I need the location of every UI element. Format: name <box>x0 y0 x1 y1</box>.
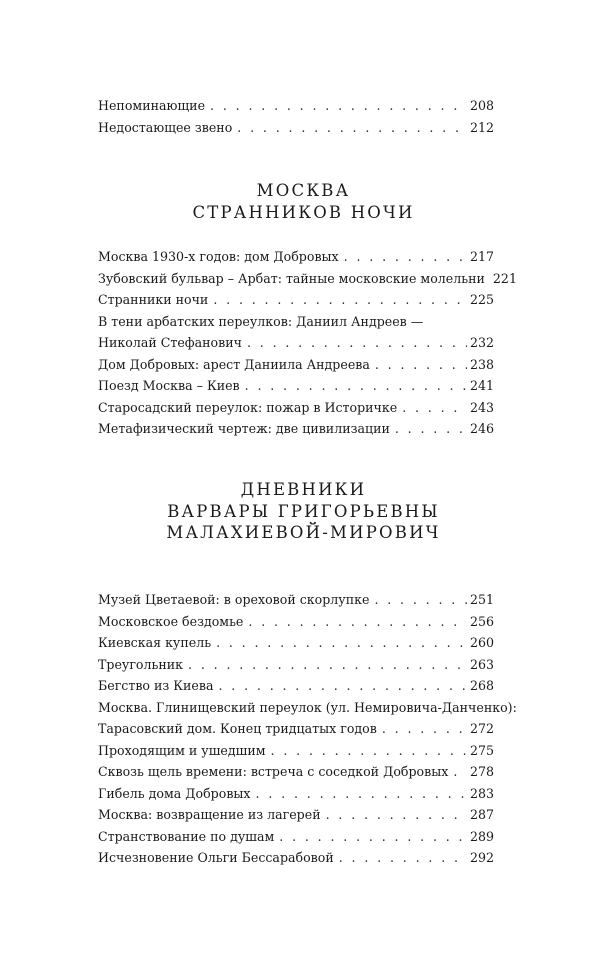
toc-entry-page: 283 <box>469 785 494 801</box>
toc-entry-page: 289 <box>469 828 494 844</box>
dot-leader <box>326 804 467 826</box>
toc-entry-title: Киевская купель <box>98 635 212 650</box>
toc-entry-title: Бегство из Киева <box>98 678 214 693</box>
dot-leader <box>237 117 467 139</box>
dot-leader <box>213 289 467 311</box>
toc-entry[interactable] <box>98 246 494 268</box>
toc-entry-title: Треугольник <box>98 656 184 672</box>
toc-entry[interactable] <box>98 718 494 740</box>
dot-leader <box>245 375 467 397</box>
toc-entry[interactable] <box>98 826 494 848</box>
toc-entry[interactable] <box>98 611 494 633</box>
section-heading-line: ВАРВАРЫ ГРИГОРЬЕВНЫ <box>167 501 440 521</box>
section-heading-line: МАЛАХИЕВОЙ-МИРОВИЧ <box>166 523 441 542</box>
toc-group-moscow <box>98 246 517 440</box>
toc-entry[interactable] <box>98 418 494 440</box>
toc-entry-title: Поезд Москва – Киев <box>98 378 240 393</box>
dot-leader <box>247 332 467 354</box>
toc-entry-title: Московское бездомье <box>98 613 244 629</box>
toc-entry-title: Зубовский бульвар – Арбат: тайные московские молельни <box>98 270 485 286</box>
dot-leader <box>210 95 467 117</box>
toc-entry[interactable] <box>98 804 494 826</box>
toc-entry-title: Тарасовский дом. Конец тридцатых годов <box>98 721 377 736</box>
toc-entry-page: 287 <box>469 807 494 822</box>
dot-leader <box>375 354 467 376</box>
section-heading-diaries <box>0 479 607 544</box>
dot-leader <box>271 740 467 762</box>
toc-entry-page: 246 <box>469 421 494 436</box>
dot-leader <box>216 632 467 654</box>
toc-entry-title: Недостающее звено <box>98 119 233 135</box>
toc-entry-page: 232 <box>469 335 494 350</box>
toc-entry[interactable] <box>98 783 494 805</box>
toc-entry-page: 221 <box>492 270 517 286</box>
toc-entry-title: Непоминающие <box>98 98 206 113</box>
toc-entry-page: 208 <box>469 98 494 113</box>
toc-entry[interactable] <box>98 632 494 654</box>
toc-entry-page: 260 <box>469 635 494 650</box>
toc-entry[interactable] <box>98 354 494 376</box>
dot-leader <box>248 611 467 633</box>
toc-entry[interactable] <box>98 589 494 611</box>
toc-entry-title: Николай Стефанович <box>98 335 242 350</box>
section-heading-line: МОСКВА <box>256 181 351 200</box>
toc-entry-title: В тени арбатских переулков: Даниил Андреев — <box>98 313 424 329</box>
toc-entry-page: 243 <box>469 399 494 415</box>
toc-entry[interactable] <box>98 289 494 311</box>
toc-entry-page: 268 <box>469 678 494 693</box>
section-heading-line: ДНЕВНИКИ <box>240 480 367 499</box>
toc-entry-title: Исчезновение Ольги Бессарабовой <box>98 850 334 865</box>
dot-leader <box>279 826 467 848</box>
toc-entry[interactable] <box>98 675 494 697</box>
toc-entry-title: Гибель дома Добровых <box>98 785 251 801</box>
toc-entry-page: 217 <box>469 249 494 264</box>
toc-entry-title: Старосадский переулок: пожар в Историчке <box>98 399 398 415</box>
dot-leader <box>453 761 467 783</box>
dot-leader <box>188 654 467 676</box>
toc-group-diaries <box>98 589 517 869</box>
toc-entry-title: Дом Добровых: арест Даниила Андреева <box>98 356 370 372</box>
toc-entry[interactable] <box>98 332 494 354</box>
toc-group-top <box>98 95 494 138</box>
dot-leader <box>402 397 467 419</box>
toc-entry[interactable] <box>98 95 494 117</box>
dot-leader <box>256 783 467 805</box>
toc-entry[interactable] <box>98 375 494 397</box>
toc-entry-page: 292 <box>469 850 494 865</box>
dot-leader <box>374 589 467 611</box>
toc-entry[interactable] <box>98 311 494 333</box>
toc-entry-page: 238 <box>469 356 494 372</box>
toc-entry-page: 256 <box>469 613 494 629</box>
dot-leader <box>395 418 467 440</box>
toc-entry-title: Музей Цветаевой: в ореховой скорлупке <box>98 592 370 607</box>
toc-entry-title: Метафизический чертеж: две цивилизации <box>98 421 390 436</box>
toc-entry-title: Сквозь щель времени: встреча с соседкой Добровых <box>98 764 449 779</box>
section-heading-moscow <box>0 180 607 223</box>
toc-entry-page: 275 <box>469 742 494 758</box>
toc-entry[interactable] <box>98 761 494 783</box>
toc-entry[interactable] <box>98 117 494 139</box>
toc-entry-page: 212 <box>469 119 494 135</box>
toc-entry-title: Проходящим и ушедшим <box>98 742 266 758</box>
toc-entry-title: Москва. Глинищевский переулок (ул. Немировича-Данченко): <box>98 699 517 715</box>
toc-entry-title: Москва 1930-х годов: дом Добровых <box>98 249 339 264</box>
toc-entry-page: 272 <box>469 721 494 736</box>
toc-entry-title: Странники ночи <box>98 292 209 307</box>
dot-leader <box>382 718 467 740</box>
toc-entry-page: 241 <box>469 378 494 393</box>
toc-entry[interactable] <box>98 654 494 676</box>
toc-entry-page: 278 <box>469 764 494 779</box>
toc-entry-page: 251 <box>469 592 494 607</box>
dot-leader <box>344 246 467 268</box>
toc-entry[interactable] <box>98 397 494 419</box>
toc-entry[interactable] <box>98 740 494 762</box>
toc-entry[interactable] <box>98 268 517 290</box>
section-heading-line: СТРАННИКОВ НОЧИ <box>192 202 415 222</box>
dot-leader <box>218 675 466 697</box>
toc-entry-page: 225 <box>469 292 494 307</box>
toc-entry[interactable] <box>98 697 517 719</box>
toc-entry-page: 263 <box>469 656 494 672</box>
toc-entry[interactable] <box>98 847 494 869</box>
dot-leader <box>339 847 467 869</box>
toc-entry-title: Москва: возвращение из лагерей <box>98 807 321 822</box>
toc-entry-title: Странствование по душам <box>98 828 275 844</box>
